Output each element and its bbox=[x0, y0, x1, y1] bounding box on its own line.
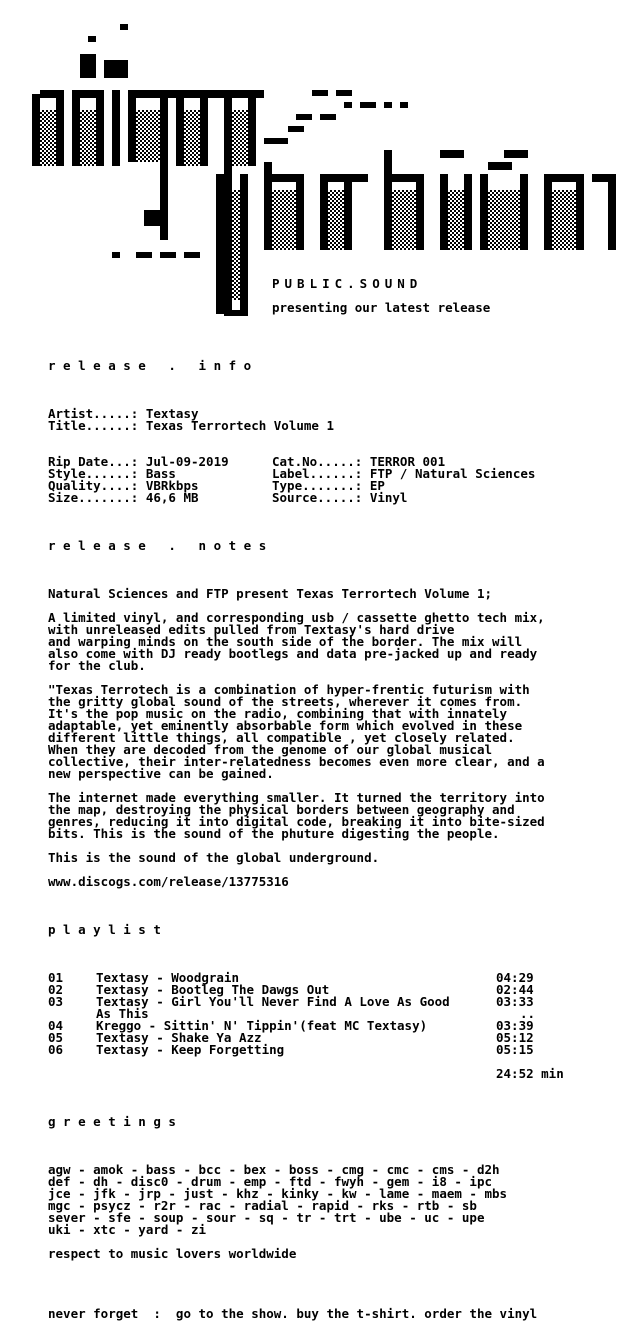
note-line: the map, destroying the physical borders between geography and bbox=[48, 802, 515, 817]
greet-line: jce - jfk - jrp - just - khz - kinky - kw - lame - maem - mbs bbox=[48, 1186, 508, 1201]
note-line: genres, reducing it into digital code, breaking it into bite-sized bbox=[48, 814, 545, 829]
track-time: 04:29 bbox=[496, 970, 534, 985]
note-line: The internet made everything smaller. It turned the territory into bbox=[48, 790, 545, 805]
respect-line: respect to music lovers worldwide bbox=[48, 1246, 297, 1261]
note-line: This is the sound of the global underground. bbox=[48, 850, 380, 865]
style-line: Style......: Bass bbox=[48, 466, 176, 481]
track-title: Kreggo - Sittin' N' Tippin'(feat MC Textasy) bbox=[96, 1018, 428, 1033]
note-line: A limited vinyl, and corresponding usb / cassette ghetto tech mix, bbox=[48, 610, 545, 625]
note-line: new perspective can be gained. bbox=[48, 766, 274, 781]
track-number: 05 bbox=[48, 1030, 64, 1045]
note-line: When they are decoded from the genome of our global musical bbox=[48, 742, 493, 757]
section-release-info: r e l e a s e . i n f o bbox=[48, 358, 252, 373]
quality-line: Quality....: VBRkbps bbox=[48, 478, 199, 493]
track-title: Textasy - Woodgrain bbox=[96, 970, 239, 985]
greet-line: agw - amok - bass - bcc - bex - boss - cmg - cmc - cms - d2h bbox=[48, 1162, 500, 1177]
greet-line: mgc - psycz - r2r - rac - radial - rapid - rks - rtb - sb bbox=[48, 1198, 477, 1213]
artist-line: Artist.....: Textasy bbox=[48, 406, 199, 421]
note-line: with unreleased edits pulled from Textasy's hard drive bbox=[48, 622, 455, 637]
greetings-list bbox=[48, 1164, 507, 1236]
size-line: Size.......: 46,6 MB bbox=[48, 490, 199, 505]
note-line: "Texas Terrotech is a combination of hyper-frentic futurism with bbox=[48, 682, 530, 697]
track-title: Textasy - Shake Ya Azz bbox=[96, 1030, 262, 1045]
source-line: Source.....: Vinyl bbox=[272, 490, 408, 505]
rip-date-line: Rip Date...: Jul-09-2019 bbox=[48, 454, 229, 469]
track-title: As This bbox=[96, 1006, 149, 1021]
greet-line: def - dh - disc0 - drum - emp - ftd - fwyh - gem - i8 - ipc bbox=[48, 1174, 493, 1189]
note-line: for the club. bbox=[48, 658, 146, 673]
note-line: collective, their inter-relatedness becomes even more clear, and a bbox=[48, 754, 545, 769]
note-line: Natural Sciences and FTP present Texas Terrortech Volume 1; bbox=[48, 586, 493, 601]
footer-line: never forget : go to the show. buy the t-shirt. order the vinyl bbox=[48, 1306, 538, 1321]
note-line: the gritty global sound of the streets, wherever it comes from. bbox=[48, 694, 523, 709]
section-playlist: p l a y l i s t bbox=[48, 922, 161, 937]
track-title: Textasy - Girl You'll Never Find A Love As Good bbox=[96, 994, 450, 1009]
greet-line: uki - xtc - yard - zi bbox=[48, 1222, 207, 1237]
group-name: PUBLIC.SOUND bbox=[272, 276, 423, 291]
note-line: and warping minds on the south side of the border. The mix will bbox=[48, 634, 523, 649]
track-number: 06 bbox=[48, 1042, 64, 1057]
track-title: Textasy - Bootleg The Dawgs Out bbox=[96, 982, 330, 997]
label-line: Label......: FTP / Natural Sciences bbox=[272, 466, 536, 481]
note-line: different little things, all compatible , yet closely related. bbox=[48, 730, 515, 745]
catno-line: Cat.No.....: TERROR 001 bbox=[272, 454, 446, 469]
playlist-total: 24:52 min bbox=[496, 1066, 564, 1081]
type-line: Type.......: EP bbox=[272, 478, 385, 493]
track-time: .. bbox=[520, 1006, 536, 1021]
note-line: bits. This is the sound of the phuture digesting the people. bbox=[48, 826, 500, 841]
release-notes-body bbox=[48, 588, 545, 888]
note-line: also come with DJ ready bootlegs and data pre-jacked up and ready bbox=[48, 646, 538, 661]
track-time: 05:12 bbox=[496, 1030, 534, 1045]
note-line: adaptable, yet eminently absorbable form which evolved in these bbox=[48, 718, 523, 733]
note-line[interactable]: www.discogs.com/release/13775316 bbox=[48, 874, 289, 889]
track-time: 03:39 bbox=[496, 1018, 534, 1033]
note-line: It's the pop music on the radio, combining that with innately bbox=[48, 706, 508, 721]
track-title: Textasy - Keep Forgetting bbox=[96, 1042, 285, 1057]
track-number: 04 bbox=[48, 1018, 64, 1033]
section-greetings: g r e e t i n g s bbox=[48, 1114, 176, 1129]
track-time: 03:33 bbox=[496, 994, 534, 1009]
track-number: 01 bbox=[48, 970, 64, 985]
track-number: 03 bbox=[48, 994, 64, 1009]
greet-line: sever - sfe - soup - sour - sq - tr - trt - ube - uc - upe bbox=[48, 1210, 485, 1225]
track-number: 02 bbox=[48, 982, 64, 997]
tagline: presenting our latest release bbox=[272, 300, 491, 315]
track-time: 05:15 bbox=[496, 1042, 534, 1057]
title-line: Title......: Texas Terrortech Volume 1 bbox=[48, 418, 334, 433]
section-release-notes: r e l e a s e . n o t e s bbox=[48, 538, 267, 553]
track-time: 02:44 bbox=[496, 982, 534, 997]
